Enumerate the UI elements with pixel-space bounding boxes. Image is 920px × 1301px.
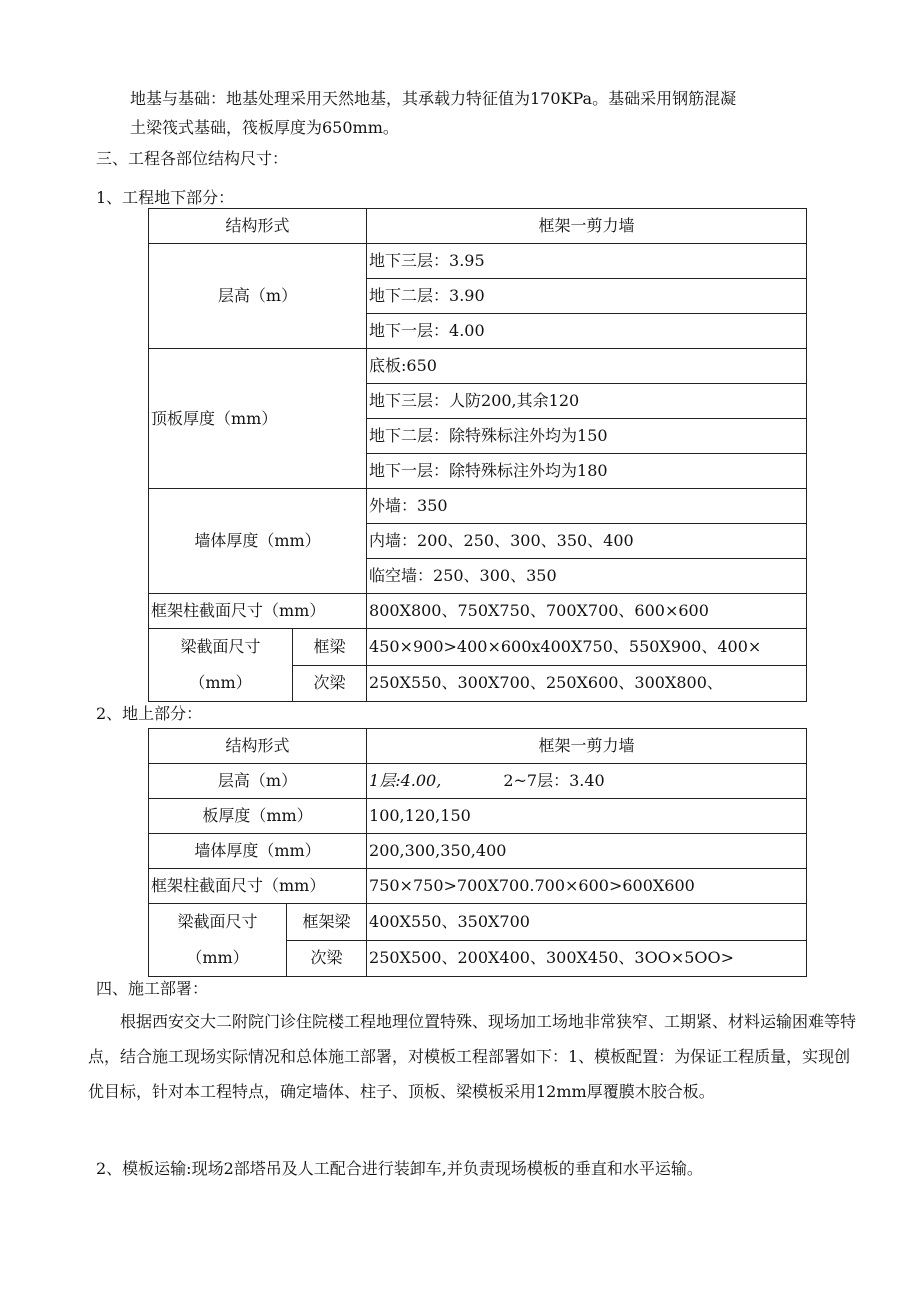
ug-secondary-beam-label: 次梁 [293,665,367,702]
ug-floor-height-b1: 地下一层：4.00 [367,314,807,349]
ug-roof-b2: 地下二层：除特殊标注外均为150 [367,419,807,454]
ug-beam-label [149,629,293,702]
ag-structure-label: 结构形式 [149,729,367,764]
ug-roof-b1: 地下一层：除特殊标注外均为180 [367,454,807,489]
ag-slab-label: 板厚度（mm） [149,799,367,834]
section-3-title: 三、工程各部位结构尺寸： [96,149,289,168]
ug-floor-height-b3: 地下三层：3.95 [367,244,807,279]
section-4-paragraph-2: 2、模板运输:现场2部塔吊及人工配合进行装卸车,并负责现场模板的垂直和水平运输。 [96,1159,703,1178]
ug-structure-label: 结构形式 [149,209,367,244]
ug-floor-height-b2: 地下二层：3.90 [367,279,807,314]
section-4-body [88,1004,858,1109]
ag-frame-beam-label: 框架梁 [287,904,367,941]
ug-column-value: 800X800、750X750、700X700、600×600 [367,594,807,629]
ag-wall-label: 墙体厚度（mm） [149,834,367,869]
ug-roof-b3: 地下三层：人防200,其余120 [367,384,807,419]
ag-structure-value: 框架一剪力墙 [367,729,807,764]
ug-wall-inner: 内墙：200、250、300、350、400 [367,524,807,559]
ug-roof-base: 底板:650 [367,349,807,384]
ug-frame-beam-label: 框梁 [293,629,367,666]
ag-floor-height-value [367,764,807,799]
aboveground-table [148,728,807,977]
ug-wall-outer: 外墙：350 [367,489,807,524]
section-4-paragraph-1: 根据西安交大二附院门诊住院楼工程地理位置特殊、现场加工场地非常狭窄、工期紧、材料运输困难等特点，结合施工现场实际情况和总体施工部署，对模板工程部署如下：1、模板配置：为保证工程质量，实现创优目标，针对本工程特点，确定墙体、柱子、顶板、梁模板采用12mm厚覆膜木胶合板。 [88,1012,857,1101]
ug-floor-height-label: 层高（m） [149,244,367,349]
ug-column-label: 框架柱截面尺寸（mm） [149,594,367,629]
ug-roof-thickness-label: 顶板厚度（mm） [149,349,367,489]
ag-floor-height-1f: 1层:4.00, [369,771,442,790]
intro-line-1: 地基与基础：地基处理采用天然地基，其承载力特征值为170KPa。基础采用钢筋混凝 [130,89,737,108]
aboveground-title: 2、地上部分： [96,704,203,723]
ug-wall-thickness-label: 墙体厚度（mm） [149,489,367,594]
underground-table [148,208,807,702]
ag-beam-label-line2: （mm） [186,948,249,967]
ag-column-label: 框架柱截面尺寸（mm） [149,869,367,904]
ag-beam-label-line1: 梁截面尺寸 [177,912,258,931]
ag-floor-height-2-7f: 2~7层：3.40 [503,771,605,790]
ag-floor-height-label: 层高（m） [149,764,367,799]
ug-frame-beam-value: 450×900>400×600x400X750、550X900、400× [367,629,807,666]
ug-wall-void: 临空墙：250、300、350 [367,559,807,594]
ag-secondary-beam-value: 250X500、200X400、300X450、3OO×5OO> [367,940,807,977]
ug-beam-label-line2: （mm） [189,673,252,692]
ag-column-value: 750×750>700X700.700×600>600X600 [367,869,807,904]
ug-beam-label-line1: 梁截面尺寸 [180,637,261,656]
ag-frame-beam-value: 400X550、350X700 [367,904,807,941]
underground-title: 1、工程地下部分： [96,188,235,207]
ug-structure-value: 框架一剪力墙 [367,209,807,244]
ag-beam-label [149,904,287,977]
ag-slab-value: 100,120,150 [367,799,807,834]
ug-secondary-beam-value: 250X550、300X700、250X600、300X800、 [367,665,807,702]
ag-secondary-beam-label: 次梁 [287,940,367,977]
section-4-title: 四、施工部署： [96,979,209,998]
ag-wall-value: 200,300,350,400 [367,834,807,869]
intro-line-2: 土梁筏式基础，筏板厚度为650mm。 [130,118,399,137]
